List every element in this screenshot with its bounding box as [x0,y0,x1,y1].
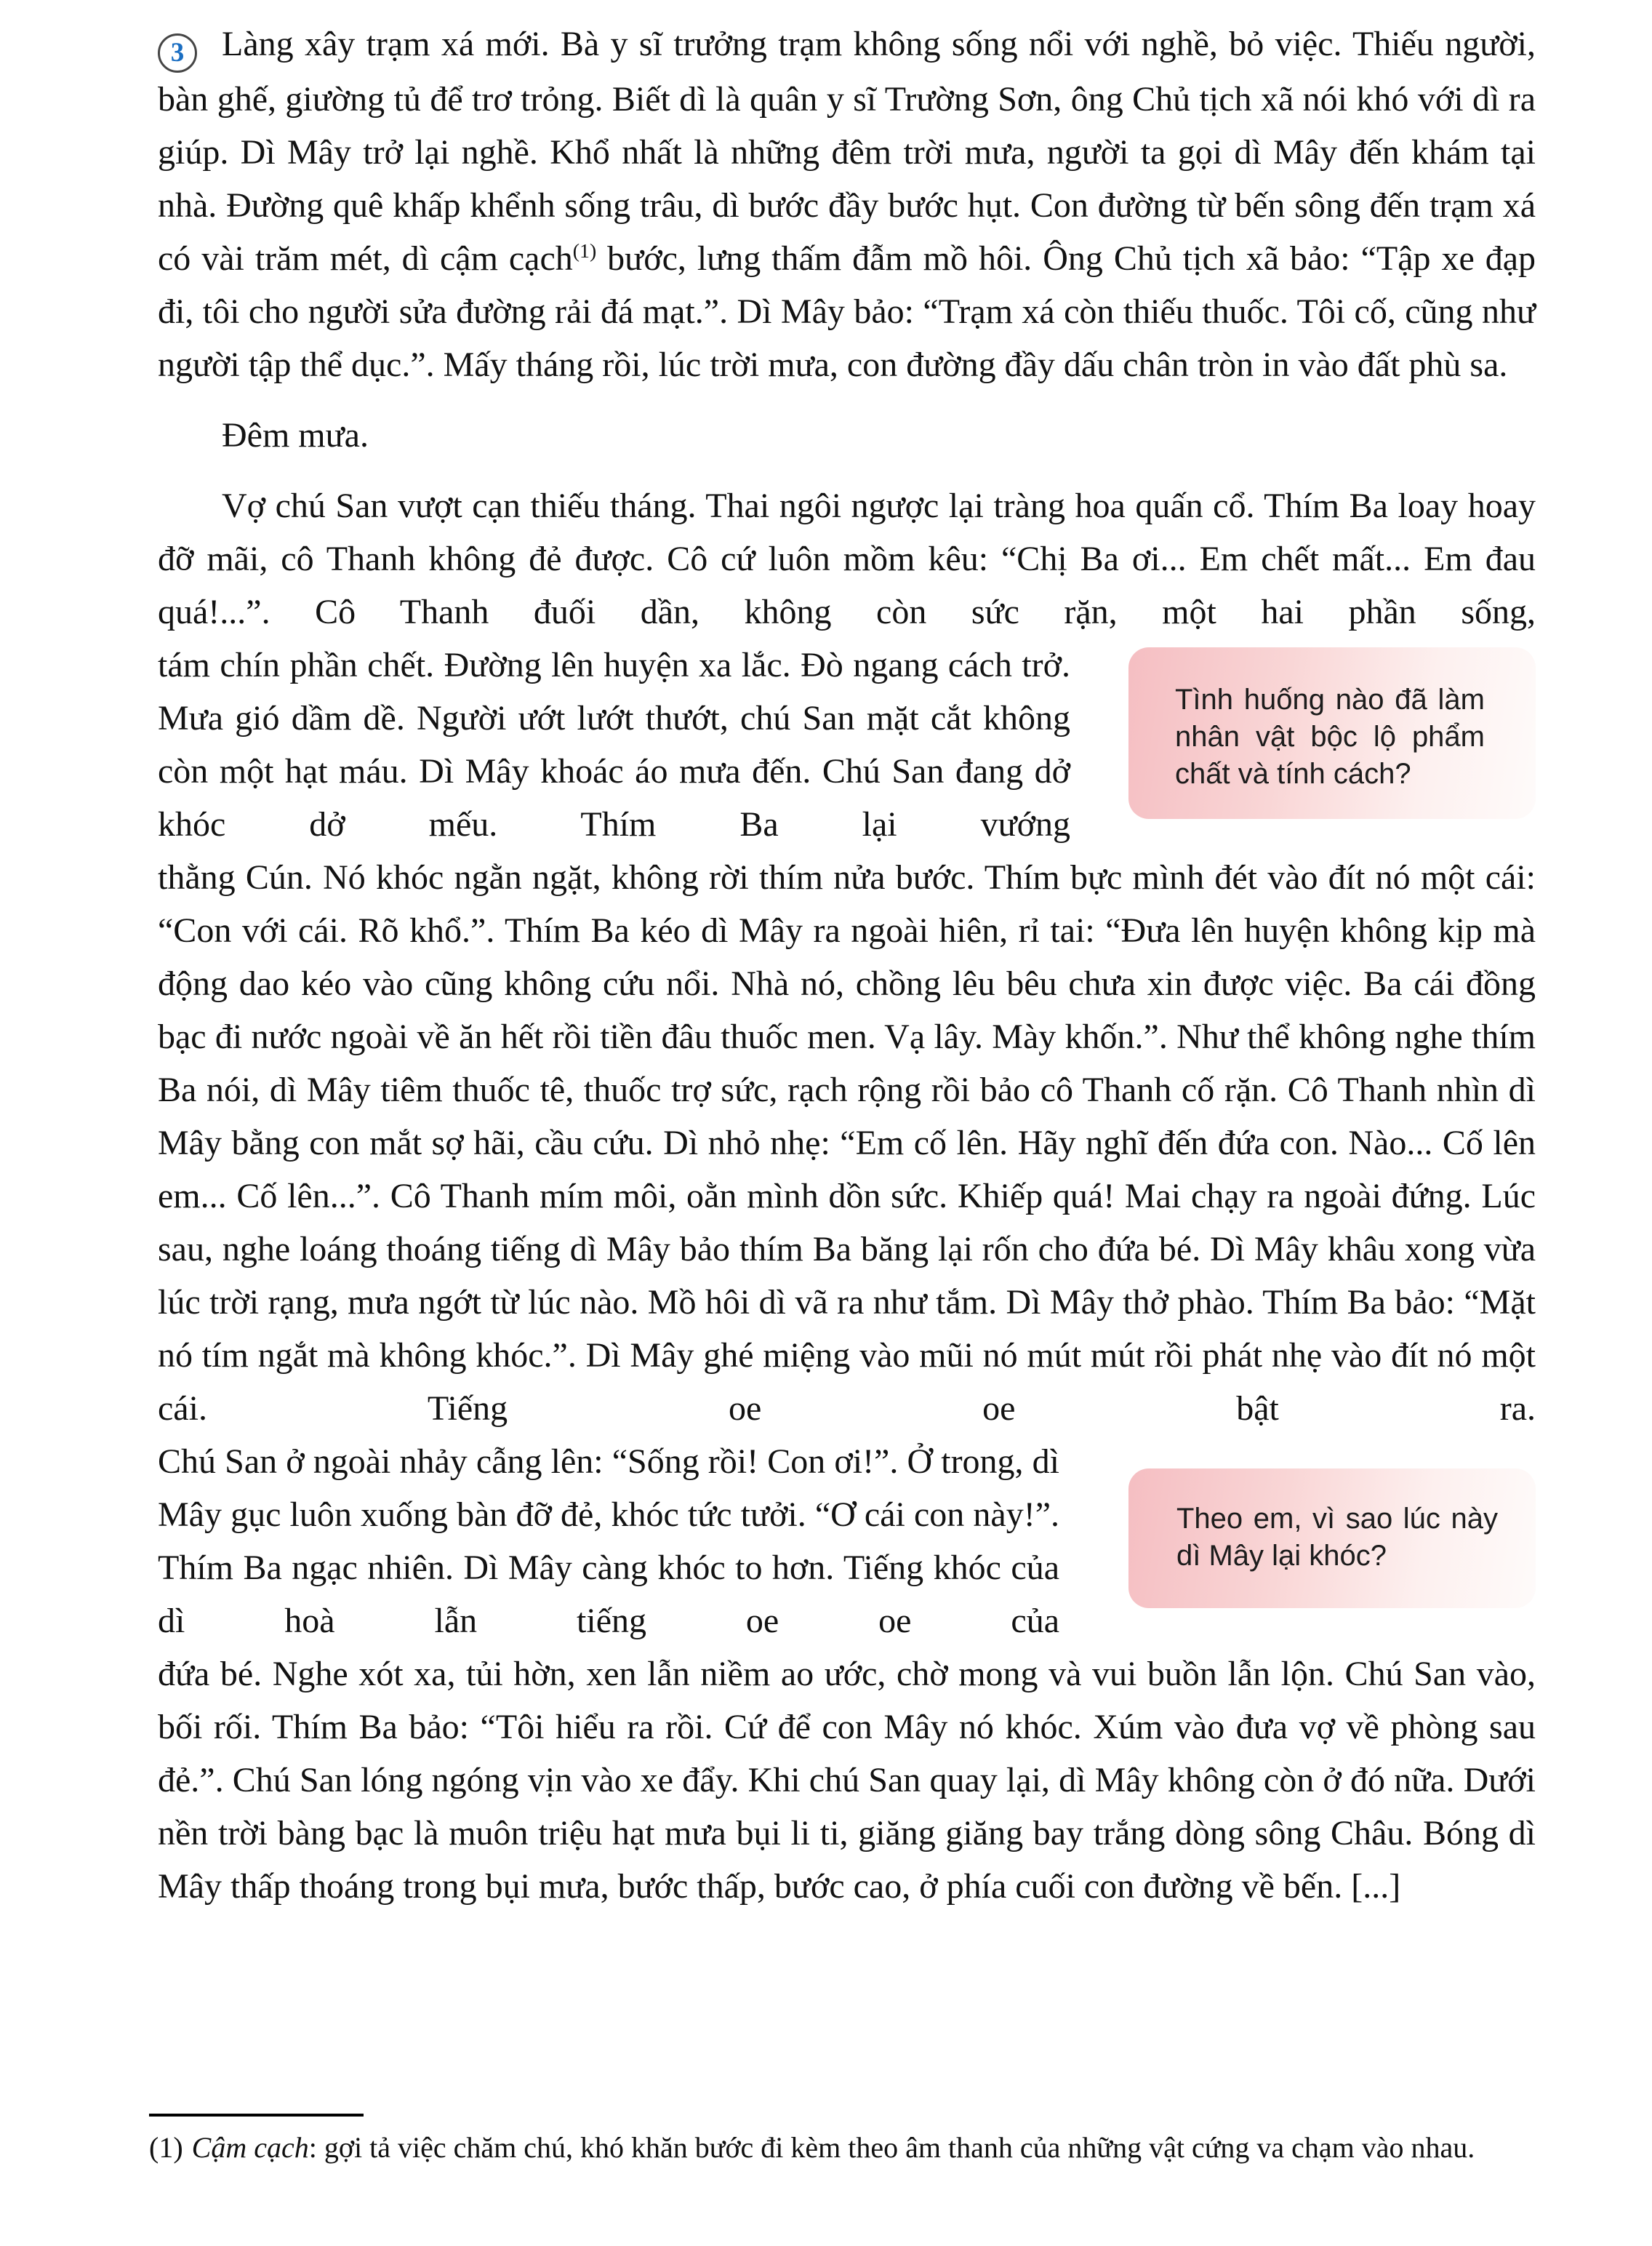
paragraph-segment-narrow: Chú San ở ngoài nhảy cẫng lên: “Sống rồi! Con ơi!”. Ở trong, dì Mây gục luôn xuống bàn đỡ đẻ, khóc tức tưởi. “Ơ cái con này!”. Thím Ba ngạc nhiên. Dì Mây càng khóc to hơn. Tiếng khóc của dì hoà lẫn tiếng oe oe của [158,1442,1059,1640]
paragraph-segment-full: đứa bé. Nghe xót xa, tủi hờn, xen lẫn niềm ao ước, chờ mong và vui buồn lẫn lộn. Chú San vào, bối rối. Thím Ba bảo: “Tôi hiểu ra rồi. Cứ để con Mây nó khóc. Xúm vào đưa vợ về phòng sau đẻ.”. Chú San lóng ngóng vịn vào xe đẩy. Khi chú San quay lại, dì Mây không còn ở đó nữa. Dưới nền trời bàng bạc là muôn triệu hạt mưa bụi li ti, giăng giăng bay trắng dòng sông Châu. Bóng dì Mây thấp thoáng trong bụi mưa, bước thấp, bước cao, ở phía cuối con đường về bến. [...] [158,1655,1536,1906]
footnote-rule [149,2114,364,2117]
footnote-marker: (1) [149,2131,183,2164]
footnote-term: Cậm cạch [191,2131,309,2164]
footnote-text [149,2128,1578,2167]
callout-question-text: Tình huống nào đã làm nhân vật bộc lộ phẩm chất và tính cách? [1175,684,1485,790]
callout-question-box-2 [1128,1468,1536,1608]
paragraph-text: bước, lưng thấm đẫm mồ hôi. Ông Chủ tịch xã bảo: “Tập xe đạp đi, tôi cho người sửa đường rải đá mạt.”. Dì Mây bảo: “Trạm xá còn thiếu thuốc. Tôi cố, cũng như người tập thể dục.”. Mấy tháng rồi, lúc trời mưa, con đường đầy dấu chân tròn in vào đất phù sa. [158,239,1536,384]
paragraph-segment-full: thằng Cún. Nó khóc ngằn ngặt, không rời thím nửa bước. Thím bực mình đét vào đít nó một cái: “Con với cái. Rõ khổ.”. Thím Ba kéo dì Mây ra ngoài hiên, rỉ tai: “Đưa lên huyện không kịp mà động dao kéo vào cũng không cứu nổi. Nhà nó, chồng lêu bêu chưa xin được việc. Ba cái đồng bạc đi nước ngoài về ăn hết rồi tiền đâu thuốc men. Vạ lây. Mày khốn.”. Như thể không nghe thím Ba nói, dì Mây tiêm thuốc tê, thuốc trợ sức, rạch rộng rồi bảo cô Thanh cố rặn. Cô Thanh nhìn dì Mây bằng con mắt sợ hãi, cầu cứu. Dì nhỏ nhẹ: “Em cố lên. Hãy nghĩ đến đứa con. Nào... Cố lên em... Cố lên...”. Cô Thanh mím môi, oằn mình dồn sức. Khiếp quá! Mai chạy ra ngoài đứng. Lúc sau, nghe loáng thoáng tiếng dì Mây bảo thím Ba băng lại rốn cho đứa bé. Dì Mây khâu xong vừa lúc trời rạng, mưa ngớt từ lúc nào. Mồ hôi dì vã ra như tắm. Dì Mây thở phào. Thím Ba bảo: “Mặt nó tím ngắt mà không khóc.”. Dì Mây ghé miệng vào mũi nó mút mút rồi phát nhẹ vào đít nó một cái. Tiếng oe oe bật ra. [158,858,1536,1428]
paragraph-section-3 [158,17,1536,391]
paragraph-text: Làng xây trạm xá mới. Bà y sĩ trưởng trạm không sống nổi với nghề, bỏ việc. Thiếu người, bàn ghế, giường tủ để trơ trỏng. Biết dì là quân y sĩ Trường Sơn, ông Chủ tịch xã nói khó với dì ra giúp. Dì Mây trở lại nghề. Khổ nhất là những đêm trời mưa, người ta gọi dì Mây đến khám tại nhà. Đường quê khấp khểnh sống trâu, dì bước đầy bước hụt. Con đường từ bến sông đến trạm xá có vài trăm mét, dì cậm cạch [158,25,1536,278]
footnote-reference: (1) [572,240,597,263]
section-number: 3 [170,38,185,68]
paragraph-dem-mua: Đêm mưa. [222,416,369,455]
footnote-definition: : gợi tả việc chăm chú, khó khăn bước đi kèm theo âm thanh của những vật cứng va chạm vào nhau. [308,2131,1475,2164]
section-number-badge [158,33,197,73]
text-wrap-with-callout-1 [158,639,1536,851]
footnote [149,2114,1578,2167]
text-wrap-with-callout-2 [158,1435,1536,1647]
callout-question-box-1 [1128,647,1536,819]
paragraph-segment-full: Vợ chú San vượt cạn thiếu tháng. Thai ngôi ngược lại tràng hoa quấn cổ. Thím Ba loay hoay đỡ mãi, cô Thanh không đẻ được. Cô cứ luôn mồm kêu: “Chị Ba ơi... Em chết mất... Em đau quá!...”. Cô Thanh đuối dần, không còn sức rặn, một hai phần sống, [158,487,1536,631]
paragraph-segment-narrow: tám chín phần chết. Đường lên huyện xa lắc. Đò ngang cách trở. Mưa gió dầm dề. Người ướt lướt thướt, chú San mặt cắt không còn một hạt máu. Dì Mây khoác áo mưa đến. Chú San đang dở khóc dở mếu. Thím Ba lại vướng [158,646,1070,844]
callout-question-text: Theo em, vì sao lúc này dì Mây lại khóc? [1176,1503,1498,1572]
